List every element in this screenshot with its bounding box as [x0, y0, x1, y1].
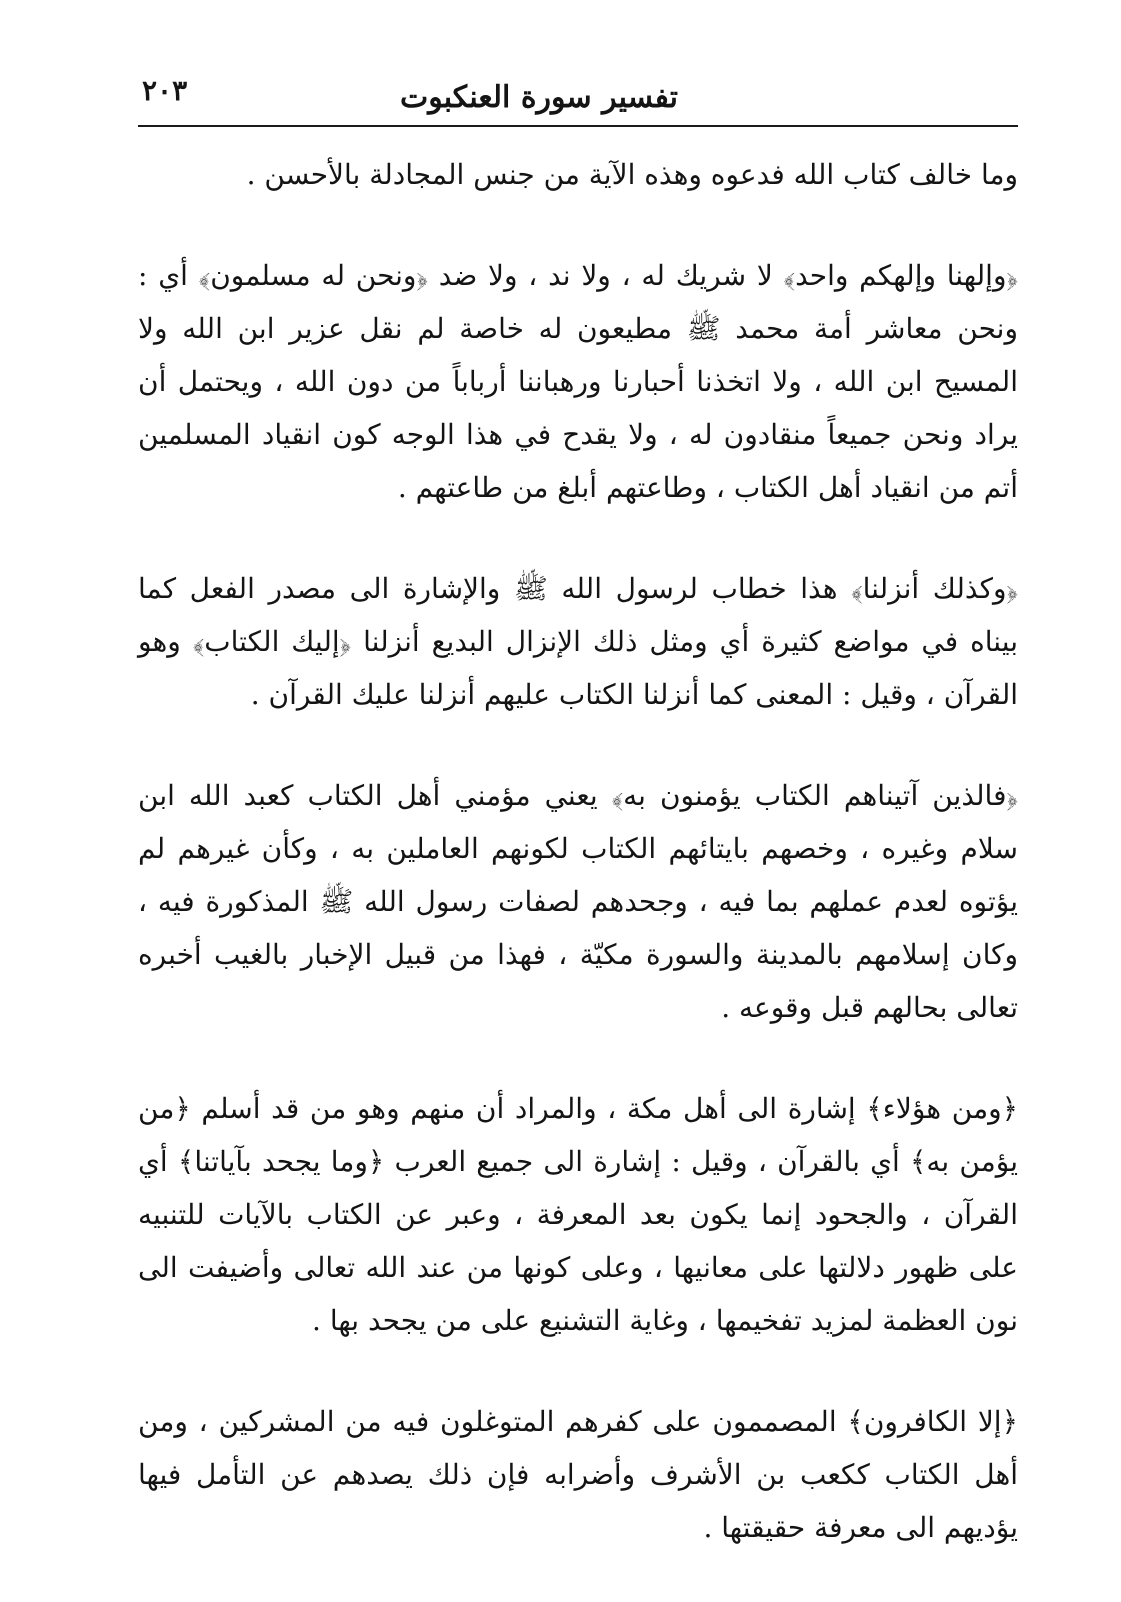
- header-title: تفسير سورة العنكبوت: [400, 80, 678, 115]
- paragraph-2: ﴿وإلهنا وإلهكم واحد﴾ لا شريك له ، ولا ند ، ولا ضد ﴿ونحن له مسلمون﴾ أي : ونحن معاشر أمة محمد ﷺ مطيعون له خاصة لم نقل عزير ابن الله ولا المسيح ابن الله ، ولا اتخذنا أحبارنا ورهباننا أرباباً من دون الله ، ويحتمل أن يراد ونحن جميعاً منقادون له ، ولا يقدح في هذا الوجه كون انقياد المسلمين أتم من انقياد أهل الكتاب ، وطاعتهم أبلغ من طاعتهم .: [138, 259, 1018, 504]
- page-body: [138, 148, 1018, 1602]
- running-header: [138, 62, 1018, 126]
- paragraph-3: ﴿وكذلك أنزلنا﴾ هذا خطاب لرسول الله ﷺ والإشارة الى مصدر الفعل كما بيناه في مواضع كثيرة أي ومثل ذلك الإنزال البديع أنزلنا ﴿إليك الكتاب﴾ وهو القرآن ، وقيل : المعنى كما أنزلنا الكتاب عليهم أنزلنا عليك القرآن .: [138, 572, 1018, 711]
- paragraph-6: ﴿إلا الكافرون﴾ المصممون على كفرهم المتوغلون فيه من المشركين ، ومن أهل الكتاب ككعب بن الأشرف وأضرابه فإن ذلك يصدهم عن التأمل فيها يؤديهم الى معرفة حقيقتها .: [138, 1405, 1018, 1544]
- header-divider: [138, 125, 1018, 127]
- paragraph-4: ﴿فالذين آتيناهم الكتاب يؤمنون به﴾ يعني مؤمني أهل الكتاب كعبد الله ابن سلام وغيره ، وخصهم بايتائهم الكتاب لكونهم العاملين به ، وكأن غيرهم لم يؤتوه لعدم عملهم بما فيه ، وجحدهم لصفات رسول الله ﷺ المذكورة فيه ، وكان إسلامهم بالمدينة والسورة مكيّة ، فهذا من قبيل الإخبار بالغيب أخبره تعالى بحالهم قبل وقوعه .: [138, 779, 1019, 1024]
- paragraph-5: ﴿ومن هؤلاء﴾ إشارة الى أهل مكة ، والمراد أن منهم وهو من قد أسلم ﴿من يؤمن به﴾ أي بالقرآن ، وقيل : إشارة الى جميع العرب ﴿وما يجحد بآياتنا﴾ أي القرآن ، والجحود إنما يكون بعد المعرفة ، وعبر عن الكتاب بالآيات للتنبيه على ظهور دلالتها على معانيها ، وعلى كونها من عند الله تعالى وأضيفت الى نون العظمة لمزيد تفخيمها ، وغاية التشنيع على من يجحد بها .: [138, 1092, 1018, 1337]
- paragraph-1: وما خالف كتاب الله فدعوه وهذه الآية من جنس المجادلة بالأحسن .: [246, 158, 1018, 191]
- page-number: ٢٠٣: [142, 74, 188, 107]
